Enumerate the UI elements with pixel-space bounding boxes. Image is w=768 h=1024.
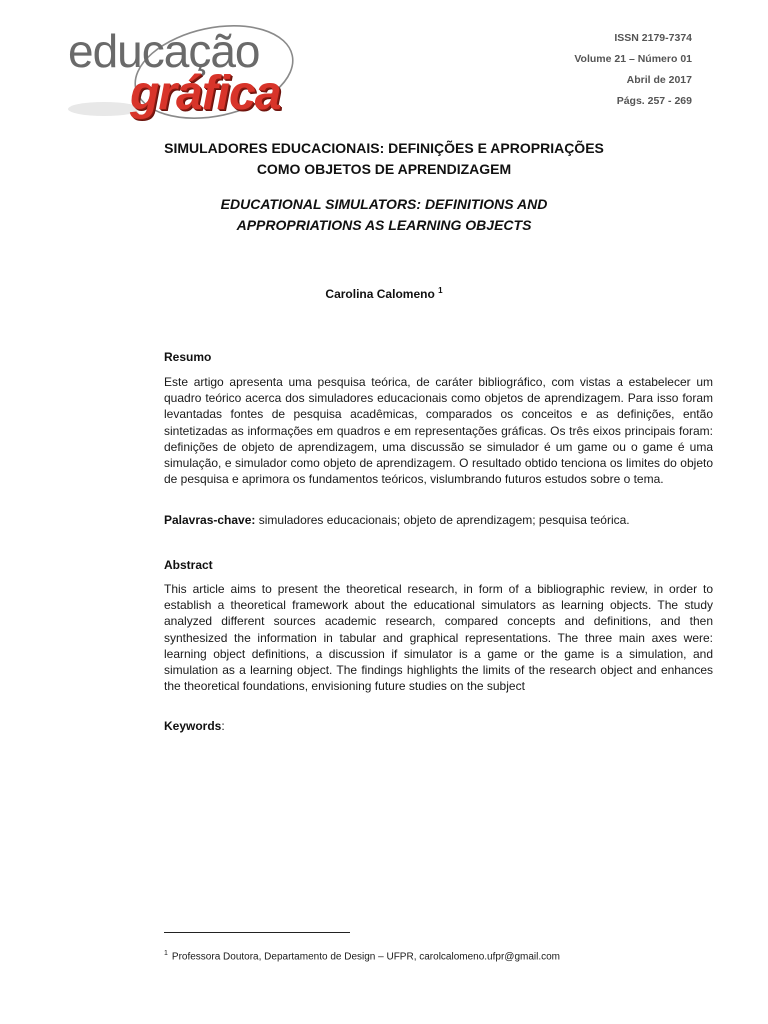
abstract-heading: Abstract: [164, 558, 213, 572]
volume-number: Volume 21 – Número 01: [574, 53, 692, 65]
footnote: [164, 950, 560, 962]
issn: ISSN 2179-7374: [614, 32, 692, 44]
abstract-keywords: [164, 719, 713, 733]
author-footnote-mark: 1: [438, 286, 443, 295]
resumo-keywords-label: Palavras-chave:: [164, 513, 256, 527]
resumo-heading: Resumo: [164, 350, 212, 364]
logo-word-grafica: gráfica: [130, 67, 281, 120]
author-name: Carolina Calomeno: [325, 287, 435, 301]
title-english: EDUCATIONAL SIMULATORS: DEFINITIONS AND APPROPRIATIONS AS LEARNING OBJECTS: [220, 196, 548, 233]
logo-word-educacao: educação: [68, 25, 260, 77]
resumo-text: Este artigo apresenta uma pesquisa teórica, de caráter bibliográfico, com vistas a estabelecer um quadro teórico acerca dos simuladores educacionais como objetos de aprendizagem. Para isso foram levantadas fontes de pesquisa acadêmicas, comparados os conceitos e as definições, então sintetizadas as informações em quadros e em representações gráficas. Os três eixos principais foram: definições de objeto de aprendizagem, uma discussão se simulador é um game ou o game é uma simulação, e simulador como objeto de aprendizagem. O resultado obtido tenciona os limites do objeto de pesquisa e aprimora os fundamentos teóricos, vislumbrando futuros estudos sobre o tema.: [164, 375, 713, 487]
resumo-keywords-text: simuladores educacionais; objeto de aprendizagem; pesquisa teórica.: [255, 513, 630, 527]
title-portuguese: SIMULADORES EDUCACIONAIS: DEFINIÇÕES E APROPRIAÇÕES COMO OBJETOS DE APRENDIZAGEM: [164, 140, 604, 177]
journal-info: [574, 28, 692, 112]
footnote-divider: [164, 932, 350, 933]
abstract-keywords-label: Keywords: [164, 719, 222, 733]
issue-date: Abril de 2017: [626, 74, 692, 86]
abstract-keywords-colon: :: [221, 719, 225, 733]
author: [164, 286, 604, 301]
resumo-keywords: [164, 513, 713, 527]
abstract-text: This article aims to present the theoretical research, in form of a bibliographic review, in order to establish a theoretical framework about the educational simulators as learning objects. The study analyzed different sources academic research, compared concepts and definitions, and then synthesized the information in tabular and graphical representations. The three main axes were: learning object definitions, a discussion if simulator is a game or the game is a simulation, and simulation as a learning object. The findings highlights the limits of the research object and enhances the theoretical foundations, envisioning future studies on the subject: [164, 582, 713, 694]
page-range: Págs. 257 - 269: [616, 95, 692, 107]
footnote-mark: 1: [164, 950, 168, 957]
footnote-text: Professora Doutora, Departamento de Design – UFPR, carolcalomeno.ufpr@gmail.com: [171, 951, 561, 963]
journal-logo: [64, 14, 314, 122]
